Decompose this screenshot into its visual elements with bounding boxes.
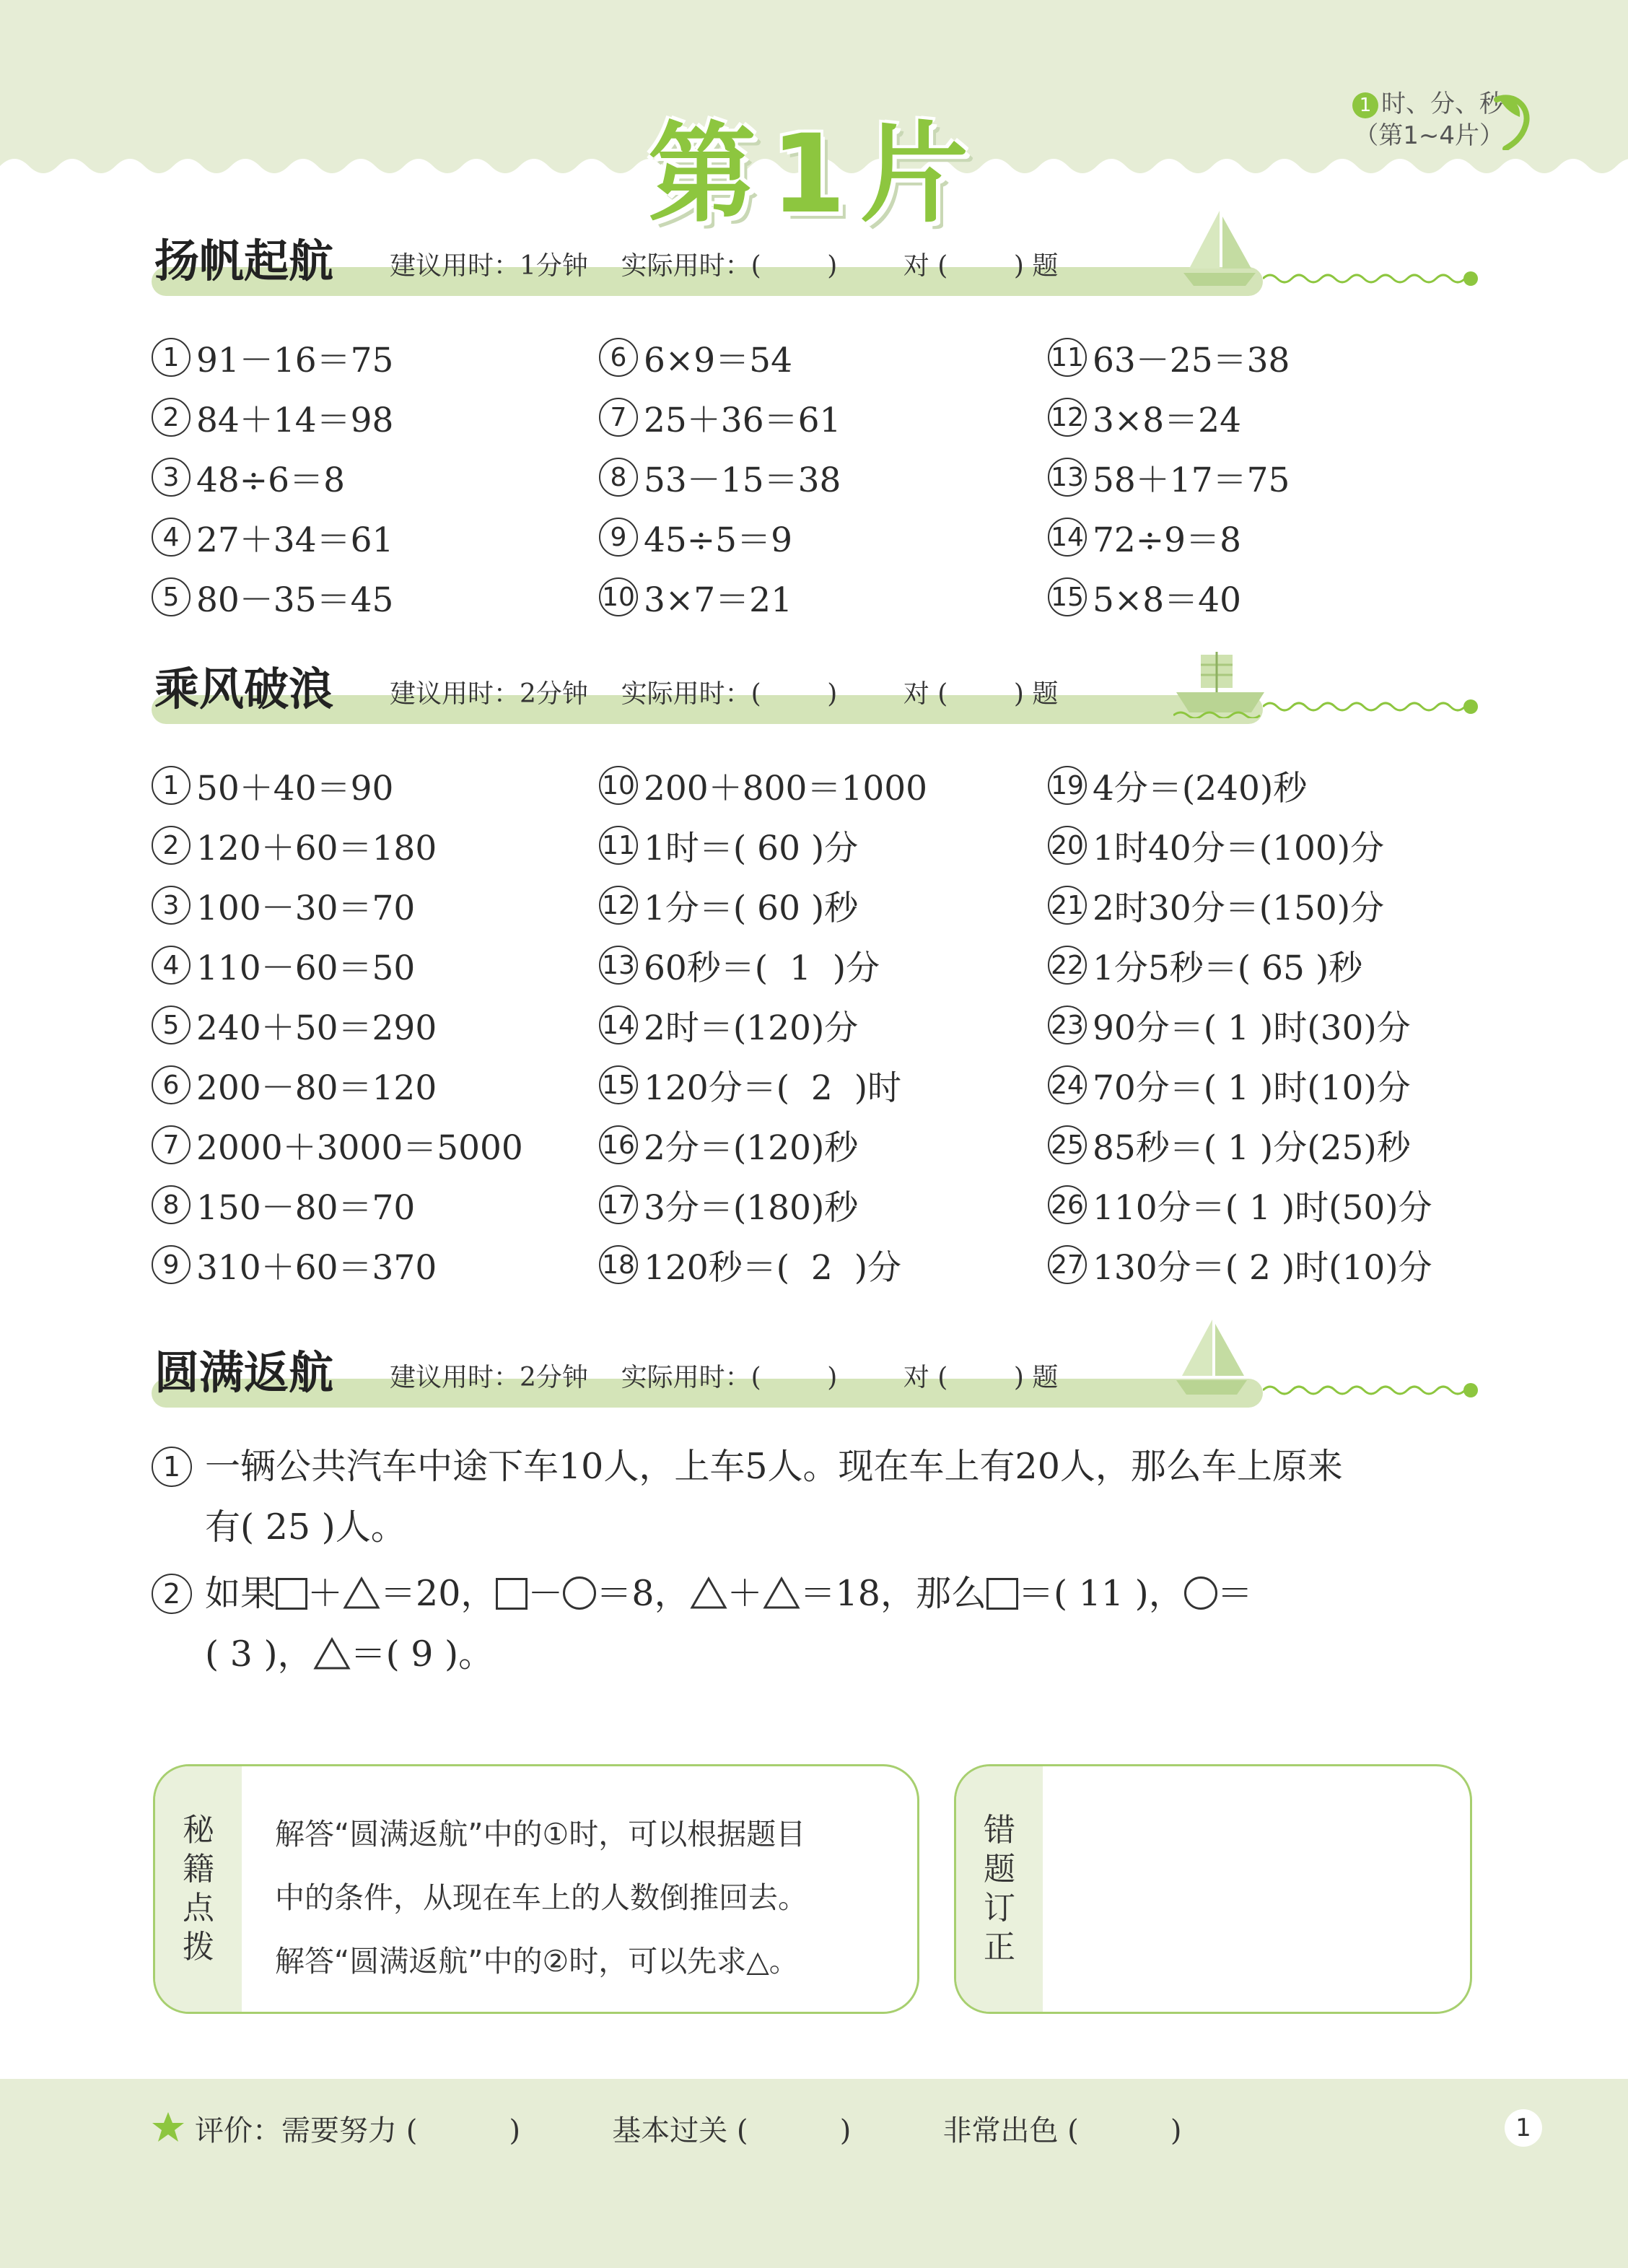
exercise-number: 13 xyxy=(1048,458,1087,497)
exercise-row xyxy=(152,1000,1508,1060)
ship-icon xyxy=(1173,652,1267,718)
exercise-item xyxy=(599,512,792,562)
exercise-text: 50＋40＝90 xyxy=(196,768,394,808)
exercise-text: 2时30分＝(150)分 xyxy=(1093,888,1385,928)
exercise-item xyxy=(599,392,841,442)
exercise-item xyxy=(599,1120,858,1170)
section-header-3 xyxy=(152,1328,1479,1408)
exercise-number: 6 xyxy=(599,338,638,377)
triangle-icon xyxy=(763,1576,800,1610)
exercise-item xyxy=(1048,820,1384,871)
exercise-number: 6 xyxy=(152,1065,191,1104)
exercise-number: 11 xyxy=(1048,338,1087,377)
exercise-text: 130分＝( 2 )时(10)分 xyxy=(1093,1247,1432,1288)
exercise-text: 3×8＝24 xyxy=(1093,400,1241,440)
leaf-icon xyxy=(1492,92,1533,150)
exercise-item xyxy=(152,880,415,930)
section-info: 建议用时：2分钟 实际用时：( ) 对 ( ) 题 xyxy=(390,1363,1059,1392)
exercise-item xyxy=(152,572,393,622)
exercise-number: 5 xyxy=(152,577,191,616)
exercise-number: 19 xyxy=(1048,766,1087,805)
exercise-text: 240＋50＝290 xyxy=(196,1008,437,1048)
tip-line: 解答“圆满返航”中的②时，可以先求△。 xyxy=(275,1944,799,1979)
exercise-item xyxy=(599,1179,858,1230)
circle-icon xyxy=(1184,1576,1217,1610)
exercise-number: 15 xyxy=(599,1065,638,1104)
exercise-item xyxy=(152,760,393,811)
exercise-number: 9 xyxy=(599,518,638,557)
correction-label: 错题订正 xyxy=(984,1812,1015,1966)
exercise-item xyxy=(152,1000,437,1050)
exercise-item xyxy=(1048,392,1241,442)
exercise-number: 10 xyxy=(599,766,638,805)
exercise-number: 20 xyxy=(1048,826,1087,865)
exercise-text: 45÷5＝9 xyxy=(644,520,792,560)
exercise-number: 12 xyxy=(599,886,638,925)
exercise-number: 17 xyxy=(599,1185,638,1224)
exercise-number: 4 xyxy=(152,946,191,985)
exercise-item xyxy=(1048,1060,1411,1110)
unit-tag xyxy=(1316,88,1504,152)
exercise-item xyxy=(152,392,393,442)
exercise-row xyxy=(152,1179,1508,1239)
equation-rhs: ＝20， xyxy=(380,1573,496,1614)
exercise-text: 2分＝(120)秒 xyxy=(644,1128,859,1168)
exercise-text: 48÷6＝8 xyxy=(196,460,345,500)
problem-2 xyxy=(152,1563,1479,1685)
exercise-text: 120分＝( 2 )时 xyxy=(644,1068,902,1108)
section-header-1 xyxy=(152,217,1479,296)
exercise-text: 63－25＝38 xyxy=(1093,340,1290,380)
exercise-item xyxy=(1048,1179,1432,1230)
page-number: 1 xyxy=(1505,2109,1542,2147)
exercise-text: 60秒＝( 1 )分 xyxy=(644,948,880,988)
exercise-number: 8 xyxy=(152,1185,191,1224)
equals-sign: ＝ xyxy=(1217,1573,1253,1614)
exercise-number: 21 xyxy=(1048,886,1087,925)
correction-area[interactable] xyxy=(1046,1766,1470,2012)
problem-prefix: 如果 xyxy=(205,1573,276,1614)
exercise-text: 72÷9＝8 xyxy=(1093,520,1241,560)
exercise-row xyxy=(152,760,1508,820)
exercise-item xyxy=(152,512,393,562)
exercise-number: 14 xyxy=(599,1006,638,1044)
section-info: 建议用时：2分钟 实际用时：( ) 对 ( ) 题 xyxy=(390,679,1059,709)
square-icon xyxy=(496,1578,528,1610)
exercise-number: 7 xyxy=(152,1125,191,1164)
exercise-item xyxy=(1048,880,1384,930)
exercise-number: 9 xyxy=(152,1245,191,1284)
exercise-text: 85秒＝( 1 )分(25)秒 xyxy=(1093,1128,1411,1168)
exercise-number: 25 xyxy=(1048,1125,1087,1164)
answer-circle: ( 3 )， xyxy=(205,1634,313,1675)
exercise-number: 10 xyxy=(599,577,638,616)
square-icon xyxy=(276,1578,307,1610)
triangle-icon xyxy=(343,1576,380,1610)
tips-label: 秘籍点拨 xyxy=(183,1812,214,1966)
exercise-row xyxy=(152,1239,1508,1299)
section2-grid xyxy=(152,760,1508,1299)
problem-text: 一辆公共汽车中途下车10人，上车5人。现在车上有20人，那么车上原来 xyxy=(205,1446,1343,1487)
exercise-number: 3 xyxy=(152,458,191,497)
exercise-text: 6×9＝54 xyxy=(644,340,792,380)
exercise-text: 70分＝( 1 )时(10)分 xyxy=(1093,1068,1411,1108)
exercise-item xyxy=(599,1000,858,1050)
footer xyxy=(0,2079,1628,2268)
exercise-item xyxy=(599,572,792,622)
exercise-number: 7 xyxy=(599,398,638,437)
exercise-number: 1 xyxy=(152,338,191,377)
exercise-text: 1分5秒＝( 65 )秒 xyxy=(1093,948,1363,988)
exercise-number: 16 xyxy=(599,1125,638,1164)
section-wave xyxy=(1263,697,1479,718)
exercise-item xyxy=(1048,1000,1411,1050)
operator: － xyxy=(528,1573,564,1614)
exercise-text: 310＋60＝370 xyxy=(196,1247,437,1288)
exercise-row xyxy=(152,940,1508,1000)
exercise-number: 18 xyxy=(599,1245,638,1284)
exercise-text: 150－80＝70 xyxy=(196,1187,416,1228)
exercise-number: 22 xyxy=(1048,946,1087,985)
triangle-icon xyxy=(313,1637,351,1670)
exercise-text: 3分＝(180)秒 xyxy=(644,1187,859,1228)
exercise-text: 25＋36＝61 xyxy=(644,400,841,440)
exercise-row xyxy=(152,452,1508,512)
exercise-item xyxy=(599,1239,901,1290)
equation-rhs: ＝8， xyxy=(596,1573,690,1614)
answer-square: ＝( 11 )， xyxy=(1017,1573,1184,1614)
tips-text xyxy=(275,1802,910,1993)
exercise-text: 1分＝( 60 )秒 xyxy=(644,888,859,928)
exercise-number: 3 xyxy=(152,886,191,925)
tip-line: 中的条件，从现在车上的人数倒推回去。 xyxy=(275,1880,808,1915)
exercise-item xyxy=(152,1179,415,1230)
problem-1 xyxy=(152,1436,1479,1558)
section-title: 乘风破浪 xyxy=(154,663,334,715)
exercise-row xyxy=(152,820,1508,880)
exercise-text: 110分＝( 1 )时(50)分 xyxy=(1093,1187,1432,1228)
unit-number-badge: 1 xyxy=(1352,92,1378,118)
section-info: 建议用时：1分钟 实际用时：( ) 对 ( ) 题 xyxy=(390,251,1059,281)
exercise-row xyxy=(152,572,1508,632)
answer-triangle: ＝( 9 )。 xyxy=(350,1634,494,1675)
exercise-text: 1时＝( 60 )分 xyxy=(644,828,859,868)
exercise-text: 120＋60＝180 xyxy=(196,828,437,868)
problem-answer-line: 有( 25 )人。 xyxy=(205,1506,406,1548)
exercise-row xyxy=(152,392,1508,452)
operator: ＋ xyxy=(727,1573,763,1614)
exercise-text: 90分＝( 1 )时(30)分 xyxy=(1093,1008,1411,1048)
exercise-item xyxy=(599,332,792,383)
exercise-row xyxy=(152,880,1508,940)
word-problems xyxy=(152,1436,1479,1685)
section-wave xyxy=(1263,269,1479,290)
unit-title: 时、分、秒 xyxy=(1381,90,1504,118)
exercise-item xyxy=(152,1239,437,1290)
exercise-item xyxy=(152,1060,437,1110)
exercise-text: 5×8＝40 xyxy=(1093,580,1241,620)
exercise-item xyxy=(1048,1239,1432,1290)
exercise-item xyxy=(599,1060,901,1110)
exercise-number: 24 xyxy=(1048,1065,1087,1104)
exercise-item xyxy=(152,940,415,990)
exercise-item xyxy=(152,1120,523,1170)
unit-range: （第1~4片） xyxy=(1354,121,1504,150)
star-icon xyxy=(152,2111,185,2144)
exercise-text: 110－60＝50 xyxy=(196,948,416,988)
exercise-number: 26 xyxy=(1048,1185,1087,1224)
exercise-item xyxy=(1048,760,1307,811)
problem-number: 1 xyxy=(152,1447,192,1487)
exercise-item xyxy=(152,332,393,383)
exercise-text: 2000＋3000＝5000 xyxy=(196,1128,523,1168)
problem-number: 2 xyxy=(152,1574,192,1614)
exercise-item xyxy=(1048,1120,1411,1170)
exercise-item xyxy=(599,452,841,502)
exercise-number: 23 xyxy=(1048,1006,1087,1044)
exercise-text: 58＋17＝75 xyxy=(1093,460,1290,500)
exercise-number: 2 xyxy=(152,398,191,437)
exercise-text: 80－35＝45 xyxy=(196,580,394,620)
problem-answer-line xyxy=(205,1624,1479,1685)
correction-box xyxy=(954,1764,1472,2014)
exercise-item xyxy=(152,452,345,502)
exercise-text: 100－30＝70 xyxy=(196,888,416,928)
operator: ＋ xyxy=(307,1573,343,1614)
exercise-text: 53－15＝38 xyxy=(644,460,841,500)
circle-icon xyxy=(563,1576,596,1610)
exercise-row xyxy=(152,1060,1508,1120)
triangle-icon xyxy=(690,1576,727,1610)
tip-line: 解答“圆满返航”中的①时，可以根据题目 xyxy=(275,1817,806,1852)
exercise-item xyxy=(1048,512,1241,562)
section-title: 圆满返航 xyxy=(154,1346,334,1399)
exercise-item xyxy=(599,880,858,930)
exercise-text: 3×7＝21 xyxy=(644,580,792,620)
tips-box xyxy=(153,1764,919,2014)
exercise-item xyxy=(1048,452,1290,502)
section-title: 扬帆起航 xyxy=(154,235,334,287)
exercise-number: 13 xyxy=(599,946,638,985)
square-icon xyxy=(986,1578,1018,1610)
exercise-number: 12 xyxy=(1048,398,1087,437)
problem-text xyxy=(205,1563,1479,1624)
page-title: 第1片 xyxy=(647,112,984,237)
exercise-number: 4 xyxy=(152,518,191,557)
exercise-item xyxy=(599,760,927,811)
exercise-row xyxy=(152,332,1508,392)
exercise-number: 11 xyxy=(599,826,638,865)
exercise-item xyxy=(599,820,858,871)
exercise-number: 8 xyxy=(599,458,638,497)
section-wave xyxy=(1263,1380,1479,1402)
sailboat-icon xyxy=(1176,211,1263,290)
exercise-item xyxy=(599,940,880,990)
exercise-text: 200－80＝120 xyxy=(196,1068,437,1108)
exercise-item xyxy=(152,820,437,871)
exercise-number: 27 xyxy=(1048,1245,1087,1284)
exercise-row xyxy=(152,512,1508,572)
section-header-2 xyxy=(152,645,1479,724)
section1-grid xyxy=(152,332,1508,632)
exercise-text: 4分＝(240)秒 xyxy=(1093,768,1308,808)
exercise-text: 120秒＝( 2 )分 xyxy=(644,1247,902,1288)
exercise-text: 2时＝(120)分 xyxy=(644,1008,859,1048)
sailboat-icon xyxy=(1172,1320,1251,1400)
exercise-text: 200＋800＝1000 xyxy=(644,768,928,808)
exercise-text: 1时40分＝(100)分 xyxy=(1093,828,1385,868)
exercise-row xyxy=(152,1120,1508,1179)
exercise-item xyxy=(1048,332,1290,383)
exercise-item xyxy=(1048,572,1241,622)
exercise-number: 2 xyxy=(152,826,191,865)
exercise-text: 84＋14＝98 xyxy=(196,400,394,440)
exercise-item xyxy=(1048,940,1362,990)
evaluation: 评价：需要努力 ( ) 基本过关 ( ) 非常出色 ( ) xyxy=(195,2114,1182,2147)
exercise-number: 5 xyxy=(152,1006,191,1044)
exercise-text: 27＋34＝61 xyxy=(196,520,394,560)
exercise-number: 14 xyxy=(1048,518,1087,557)
exercise-number: 15 xyxy=(1048,577,1087,616)
exercise-text: 91－16＝75 xyxy=(196,340,394,380)
equation-rhs: ＝18，那么 xyxy=(800,1573,986,1614)
exercise-number: 1 xyxy=(152,766,191,805)
